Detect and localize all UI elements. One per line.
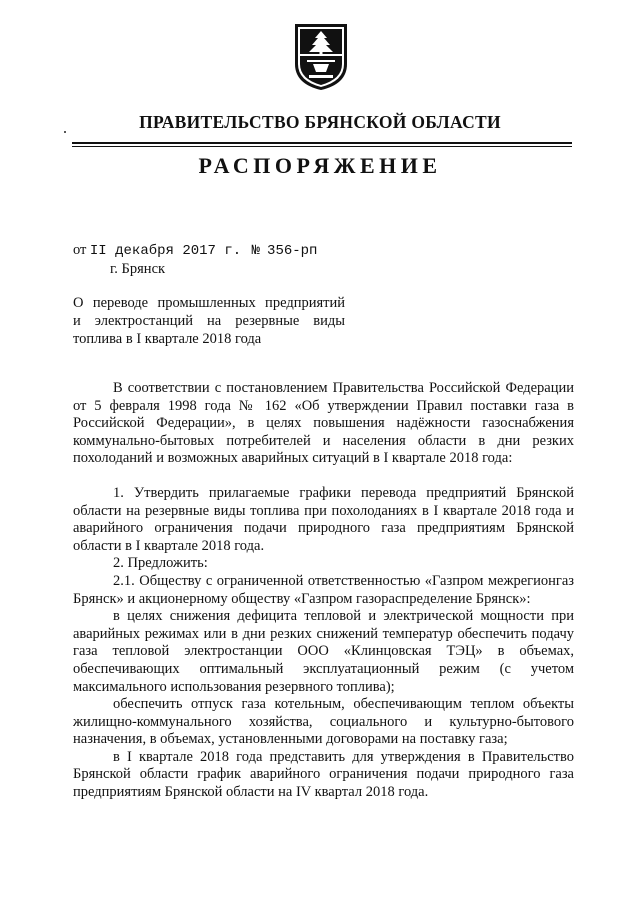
issue-city: г. Брянск (110, 261, 166, 277)
subject-line: топлива в I квартале 2018 года (73, 331, 262, 347)
coat-of-arms-icon (291, 20, 351, 92)
document-date: II декабря 2017 г. (89, 243, 242, 259)
clause-1: 1. Утвердить прилагаемые графики перевода предприятий Брянской области на резервные виды топлива при похолоданиях в I квартале 2018 года и аварийного ограничения подачи природного газа предприятиям Брянской области в I квартале 2018 года. (73, 484, 574, 554)
header-rule-thick (72, 142, 572, 144)
header-rule-thin (72, 146, 572, 147)
clause-2-1-a: в целях снижения дефицита тепловой и электрической мощности при аварийных режимах или в дни резких снижений температур обеспечить подачу газа тепловой электростанции ООО «Клинцовская ТЭЦ» в объемах, обеспечивающих оптимальный эксплуатационный режим (с учетом максимального использования резервного топлива); (73, 608, 574, 695)
document-type-title: РАСПОРЯЖЕНИЕ (198, 153, 442, 178)
date-prefix: от (73, 242, 87, 258)
document-body (73, 380, 574, 802)
organization-name: ПРАВИТЕЛЬСТВО БРЯНСКОЙ ОБЛАСТИ (139, 112, 501, 132)
scan-speck (64, 131, 66, 133)
subject-line: О переводе промышленных предприятий (73, 295, 345, 311)
number-sign: № (251, 243, 261, 259)
clause-2-1-b: обеспечить отпуск газа котельным, обеспечивающим теплом объекты жилищно-коммунального хозяйства, социального и культурно-бытового назначения, в объемах, установленными договорами на поставку газа; (73, 696, 574, 748)
subject-line: и электростанций на резервные виды (73, 313, 345, 329)
clause-2-1: 2.1. Обществу с ограниченной ответственностью «Газпром межрегионгаз Брянск» и акционерному обществу «Газпром газораспределение Брянск»: (73, 572, 574, 607)
document-number: 356-рп (267, 243, 318, 259)
preamble-paragraph: В соответствии с постановлением Правительства Российской Федерации от 5 февраля 1998 года № 162 «Об утверждении Правил поставки газа в Российской Федерации», в целях повышения надёжности газоснабжения коммунально-бытовых потребителей и населения области в дни резких похолоданий и возможных аварийных ситуаций в I квартале 2018 года: (73, 380, 574, 467)
clause-2: 2. Предложить: (113, 555, 208, 572)
document-subject (73, 294, 345, 348)
clause-2-1-c: в I квартале 2018 года представить для утверждения в Правительство Брянской области график аварийного ограничения подачи природного газа предприятиям Брянской области на IV квартал 2018 года. (73, 748, 574, 801)
date-number-line (73, 242, 317, 259)
